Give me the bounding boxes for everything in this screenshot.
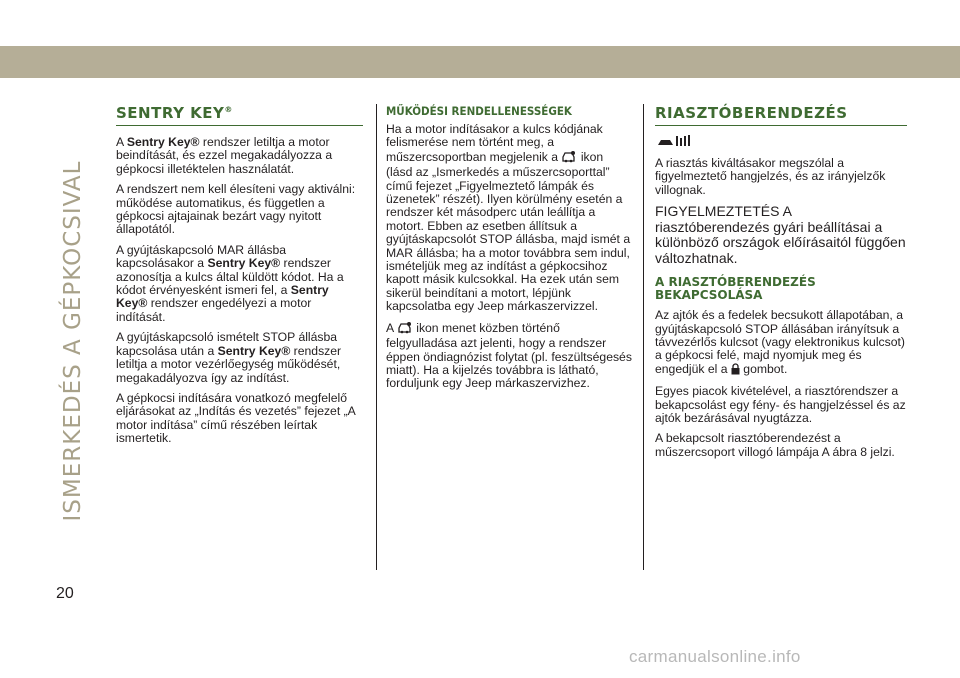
- lock-icon: [731, 363, 740, 378]
- paragraph: Egyes piacok kivételével, a riasztórendszer a bekapcsolást egy fény- és hangjelzéssel és az ajtók bezárásával nyugtázza.: [655, 384, 906, 426]
- side-title-text: ISMERKEDÉS A GÉPKOCSIVAL: [60, 160, 86, 522]
- warning-note: FIGYELMEZTETÉS A riasztóberendezés gyári beállításai a különböző országok előírásaitól függően változhatnak.: [655, 203, 906, 266]
- paragraph: A gépkocsi indítására vonatkozó megfelelő eljárásokat az „Indítás és vezetés” fejezet „A motor indítása” című részében leírtak ismertetik.: [116, 390, 356, 446]
- heading-alarm-activation: A RIASZTÓBERENDEZÉS BEKAPCSOLÁSA: [655, 275, 816, 303]
- column-alarm: [655, 104, 907, 466]
- paragraph: A riasztás kiváltásakor megszólal a figyelmeztető hangjelzés, és az irányjelzők villognak.: [655, 156, 886, 197]
- paragraph: A gyújtáskapcsoló ismételt STOP állásba kapcsolása után a Sentry Key® rendszer letiltja a motor vezérlőegység működését, megakadályozva így az indítást.: [116, 330, 342, 385]
- column-sentry-key: [116, 104, 363, 453]
- header-band: [0, 46, 960, 78]
- alarm-icon: [657, 134, 907, 153]
- heading-sentry-key: SENTRY KEY®: [116, 104, 363, 126]
- side-title: [56, 104, 90, 578]
- paragraph: A ikon menet közben történő felgyulladása azt jelenti, hogy a rendszer éppen öndiagnózist folytat (pl. feszültségesés miatt). Ha a kijelzés továbbra is látható, forduljunk egy Jeep márkaszervizhez.: [386, 320, 632, 391]
- column-malfunctions: [386, 104, 632, 398]
- heading-malfunctions: MŰKÖDÉSI RENDELLENESSÉGEK: [386, 104, 572, 118]
- paragraph: A bekapcsolt riasztóberendezést a műszercsoport villogó lámpája A ábra 8 jelzi.: [655, 431, 895, 459]
- paragraph: A Sentry Key® rendszer letiltja a motor beindítását, és ezzel megakadályozza a gépkocsi illetéktelen használatát.: [116, 135, 333, 176]
- car-key-warning-icon: [561, 150, 577, 166]
- column-divider-2: [643, 104, 644, 570]
- watermark: carmanualsonline.info: [629, 647, 801, 666]
- column-divider-1: [376, 104, 377, 570]
- paragraph: Ha a motor indításakor a kulcs kódjának felismerése nem történt meg, a műszercsoportban megjelenik a ikon (lásd az „Ismerkedés a műszercsoporttal” című fejezet „Figyelmeztető lámpák és üzenetek” részét). Ilyen körülmény esetén a rendszer két másodperc után leállítja a motort. Ebben az esetben állítsuk a gyújtáskapcsolót STOP állásba, majd ismét a MAR állásba; ha a motor továbbra sem indul, ismételjük meg az indítást a gépkocsihoz kapott másik kulcsokkal. Ha ezek után sem sikerül beindítani a motort, lépjünk kapcsolatba egy Jeep márkaszervizzel.: [386, 122, 631, 314]
- paragraph: A gyújtáskapcsoló MAR állásba kapcsolásakor a Sentry Key® rendszer azonosítja a kulcs által küldött kódot. Ha a kódot érvényesként ismeri fel, a Sentry Key® rendszer engedélyezi a motor indítását.: [116, 242, 344, 324]
- car-key-warning-icon: [397, 321, 413, 337]
- paragraph: Az ajtók és a fedelek becsukott állapotában, a gyújtáskapcsoló STOP állásában irányítsuk a távvezérlős kulcsot (vagy elektronikus kulcsot) a gépkocsi felé, majd nyomjuk meg és engedjük el a gombot.: [655, 309, 907, 378]
- heading-alarm: RIASZTÓBERENDEZÉS: [655, 104, 907, 126]
- page-number: 20: [56, 585, 74, 602]
- paragraph: A rendszert nem kell élesíteni vagy aktiválni: működése automatikus, és független a gépkocsi ajtajainak bezárt vagy nyitott állapotától.: [116, 182, 356, 237]
